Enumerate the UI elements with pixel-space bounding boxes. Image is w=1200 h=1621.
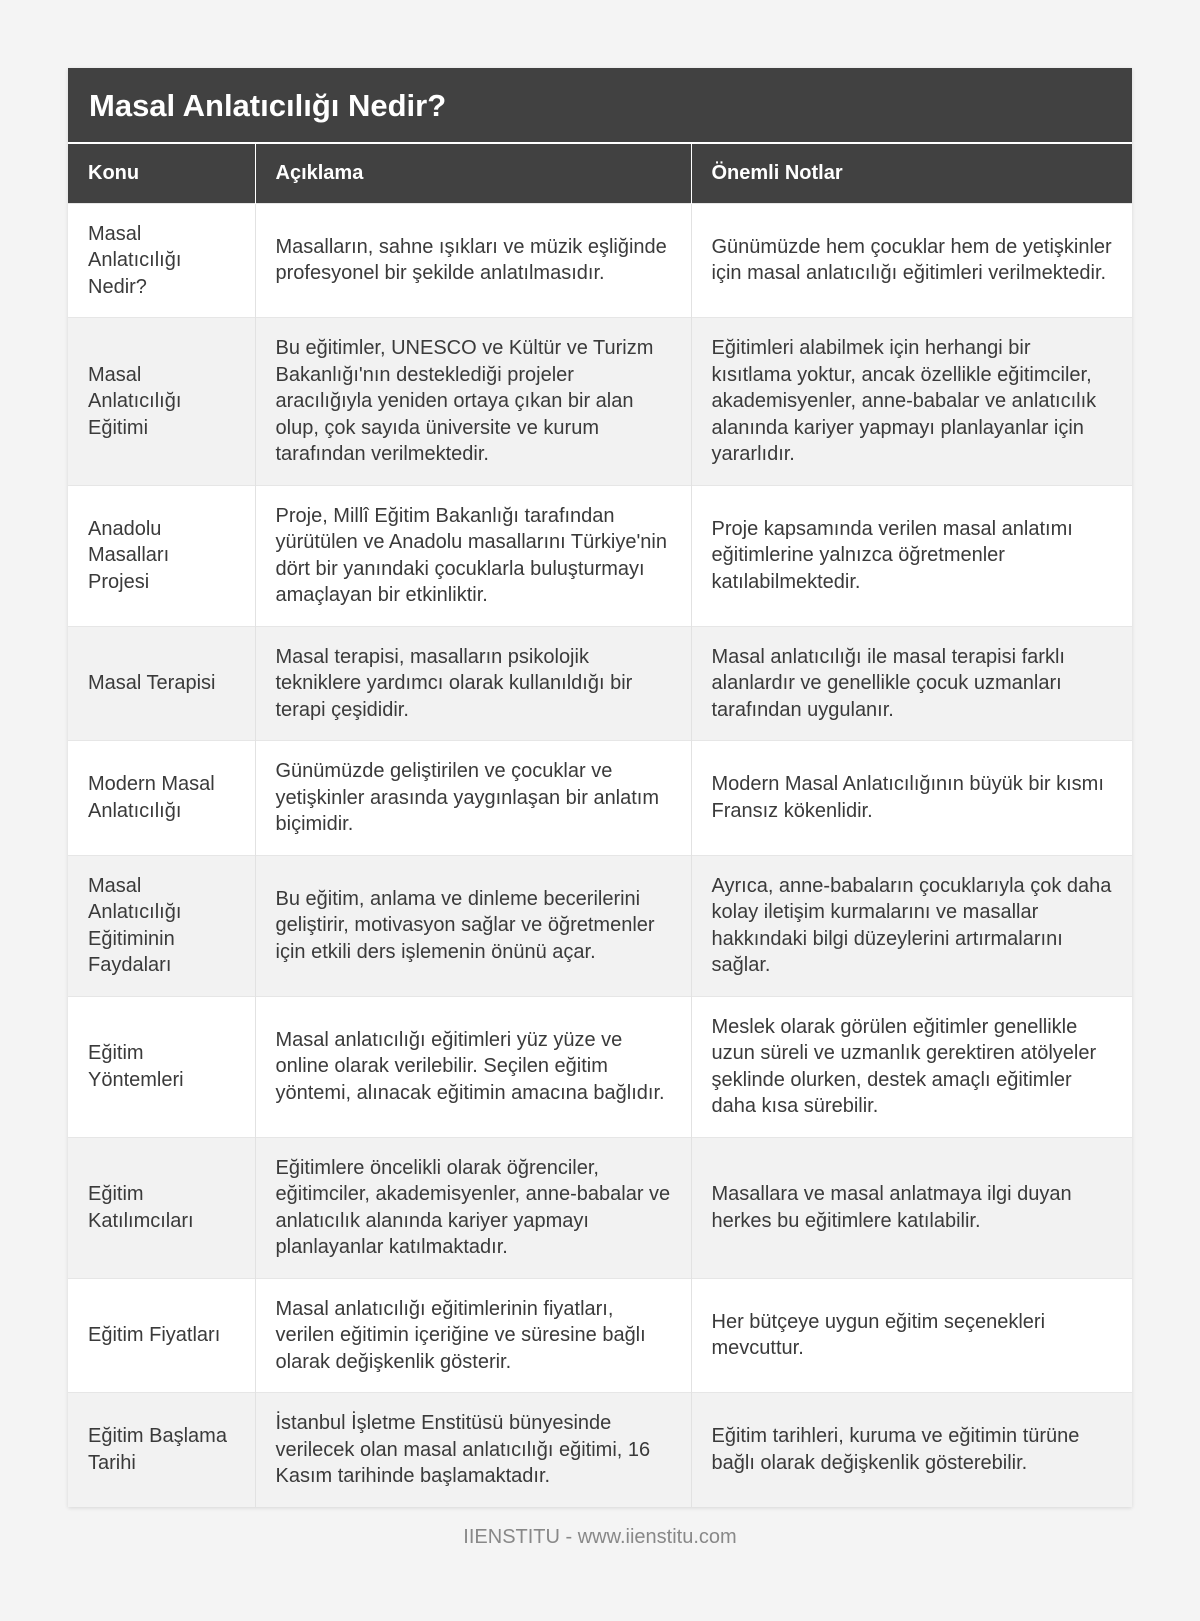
cell-aciklama: Masal anlatıcılığı eğitimlerinin fiyatları, verilen eğitimin içeriğine ve süresine bağlı olarak değişkenlik gösterir. xyxy=(255,1278,691,1393)
table-row xyxy=(68,485,1132,626)
cell-aciklama: İstanbul İşletme Enstitüsü bünyesinde verilecek olan masal anlatıcılığı eğitimi, 16 Kasım tarihinde başlamaktadır. xyxy=(255,1393,691,1507)
cell-konu: Eğitim Katılımcıları xyxy=(68,1137,255,1278)
cell-notlar: Modern Masal Anlatıcılığının büyük bir kısmı Fransız kökenlidir. xyxy=(691,741,1132,856)
info-table xyxy=(68,144,1132,1507)
cell-konu: Masal Anlatıcılığı Nedir? xyxy=(68,203,255,318)
cell-notlar: Masallara ve masal anlatmaya ilgi duyan herkes bu eğitimlere katılabilir. xyxy=(691,1137,1132,1278)
footer-credit: IIENSTITU - www.iienstitu.com xyxy=(463,1526,737,1548)
column-header-aciklama: Açıklama xyxy=(255,144,691,203)
cell-notlar: Eğitim tarihleri, kuruma ve eğitimin türüne bağlı olarak değişkenlik gösterebilir. xyxy=(691,1393,1132,1507)
cell-notlar: Ayrıca, anne-babaların çocuklarıyla çok daha kolay iletişim kurmalarını ve masallar hakkındaki bilgi düzeylerini artırmalarını sağlar. xyxy=(691,855,1132,996)
cell-konu: Eğitim Fiyatları xyxy=(68,1278,255,1393)
cell-aciklama: Bu eğitimler, UNESCO ve Kültür ve Turizm Bakanlığı'nın desteklediği projeler aracılığıyla yeniden ortaya çıkan bir alan olup, çok sayıda üniversite ve kurum tarafından verilmektedir. xyxy=(255,318,691,486)
cell-notlar: Meslek olarak görülen eğitimler genellikle uzun süreli ve uzmanlık gerektiren atölyeler şeklinde olurken, destek amaçlı eğitimler daha kısa sürebilir. xyxy=(691,996,1132,1137)
cell-aciklama: Bu eğitim, anlama ve dinleme becerilerini geliştirir, motivasyon sağlar ve öğretmenler için etkili ders işlemenin önünü açar. xyxy=(255,855,691,996)
cell-konu: Masal Anlatıcılığı Eğitimi xyxy=(68,318,255,486)
cell-konu: Modern Masal Anlatıcılığı xyxy=(68,741,255,856)
table-row xyxy=(68,996,1132,1137)
table-row xyxy=(68,1137,1132,1278)
table-row xyxy=(68,855,1132,996)
table-title: Masal Anlatıcılığı Nedir? xyxy=(68,68,1132,144)
cell-notlar: Her bütçeye uygun eğitim seçenekleri mevcuttur. xyxy=(691,1278,1132,1393)
table-row xyxy=(68,626,1132,741)
table-row xyxy=(68,318,1132,486)
cell-notlar: Eğitimleri alabilmek için herhangi bir kısıtlama yoktur, ancak özellikle eğitimciler, akademisyenler, anne-babalar ve anlatıcılık alanında kariyer yapmayı planlayanlar için yararlıdır. xyxy=(691,318,1132,486)
cell-aciklama: Günümüzde geliştirilen ve çocuklar ve yetişkinler arasında yaygınlaşan bir anlatım biçimidir. xyxy=(255,741,691,856)
cell-konu: Masal Terapisi xyxy=(68,626,255,741)
cell-notlar: Masal anlatıcılığı ile masal terapisi farklı alanlardır ve genellikle çocuk uzmanları tarafından uygulanır. xyxy=(691,626,1132,741)
cell-aciklama: Masal anlatıcılığı eğitimleri yüz yüze ve online olarak verilebilir. Seçilen eğitim yöntemi, alınacak eğitimin amacına bağlıdır. xyxy=(255,996,691,1137)
cell-aciklama: Eğitimlere öncelikli olarak öğrenciler, eğitimciler, akademisyenler, anne-babalar ve anlatıcılık alanında kariyer yapmayı planlayanlar katılmaktadır. xyxy=(255,1137,691,1278)
cell-notlar: Günümüzde hem çocuklar hem de yetişkinler için masal anlatıcılığı eğitimleri verilmektedir. xyxy=(691,203,1132,318)
table-row xyxy=(68,1278,1132,1393)
cell-notlar: Proje kapsamında verilen masal anlatımı eğitimlerine yalnızca öğretmenler katılabilmektedir. xyxy=(691,485,1132,626)
column-header-konu: Konu xyxy=(68,144,255,203)
cell-aciklama: Masal terapisi, masalların psikolojik tekniklere yardımcı olarak kullanıldığı bir terapi çeşididir. xyxy=(255,626,691,741)
cell-aciklama: Masalların, sahne ışıkları ve müzik eşliğinde profesyonel bir şekilde anlatılmasıdır. xyxy=(255,203,691,318)
table-header-row xyxy=(68,144,1132,203)
table-row xyxy=(68,1393,1132,1507)
cell-konu: Masal Anlatıcılığı Eğitiminin Faydaları xyxy=(68,855,255,996)
table-row xyxy=(68,741,1132,856)
table-row xyxy=(68,203,1132,318)
column-header-onemli-notlar: Önemli Notlar xyxy=(691,144,1132,203)
cell-konu: Anadolu Masalları Projesi xyxy=(68,485,255,626)
cell-konu: Eğitim Yöntemleri xyxy=(68,996,255,1137)
cell-konu: Eğitim Başlama Tarihi xyxy=(68,1393,255,1507)
cell-aciklama: Proje, Millî Eğitim Bakanlığı tarafından yürütülen ve Anadolu masallarını Türkiye'nin dört bir yanındaki çocuklarla buluşturmayı amaçlayan bir etkinliktir. xyxy=(255,485,691,626)
info-table-card xyxy=(68,68,1132,1507)
